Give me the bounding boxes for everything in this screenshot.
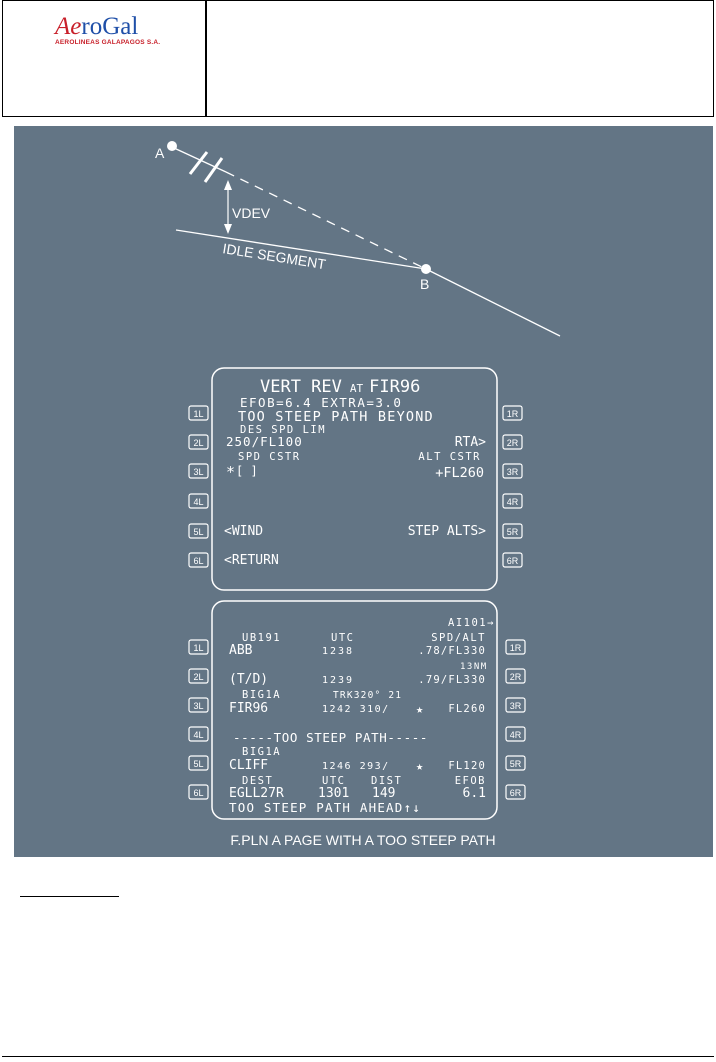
dest-utc-header: UTC bbox=[322, 775, 346, 787]
airway-ub191: UB191 bbox=[242, 632, 282, 644]
cliff-alt: FL120 bbox=[448, 760, 486, 772]
dest-airport[interactable]: EGLL27R bbox=[229, 786, 284, 801]
airway-big1a: BIG1A bbox=[242, 689, 282, 701]
waypoint-td[interactable]: (T/D) bbox=[229, 672, 269, 687]
svg-text:3R: 3R bbox=[509, 701, 522, 711]
svg-text:6L: 6L bbox=[193, 556, 204, 566]
dest-time: 1301 bbox=[318, 786, 350, 801]
document-header bbox=[2, 0, 714, 117]
mcdu-vert-rev bbox=[212, 368, 497, 590]
lsk-2l[interactable] bbox=[189, 435, 208, 449]
vdev-arrow-up bbox=[224, 180, 232, 190]
svg-text:3R: 3R bbox=[506, 467, 519, 477]
svg-text:4L: 4L bbox=[193, 730, 204, 740]
td-time: 1239 bbox=[322, 675, 355, 686]
utc-header: UTC bbox=[331, 632, 355, 644]
spd-cstr-star: * bbox=[226, 463, 236, 481]
lsk-1r[interactable] bbox=[503, 406, 522, 420]
too-steep-beyond-line: TOO STEEP PATH BEYOND bbox=[238, 409, 434, 425]
dist-header: DIST bbox=[371, 775, 403, 787]
path-solid-end bbox=[426, 269, 560, 336]
alt-cstr-value: +FL260 bbox=[435, 465, 484, 481]
abb-spd-alt: .78/FL330 bbox=[418, 645, 486, 657]
svg-text:5L: 5L bbox=[193, 759, 204, 769]
point-b-label: B bbox=[420, 276, 430, 292]
lsk-1l[interactable] bbox=[189, 406, 208, 420]
logo-wordmark: AeroGal bbox=[55, 13, 139, 40]
cliff-time-spd: 1246 293/ bbox=[322, 761, 390, 772]
lsk2-6r[interactable] bbox=[506, 785, 525, 799]
svg-text:5R: 5R bbox=[509, 759, 522, 769]
lsk-2r[interactable] bbox=[503, 435, 522, 449]
point-a-label: A bbox=[155, 145, 165, 161]
lsk-6l[interactable] bbox=[189, 553, 208, 567]
lsk-5r[interactable] bbox=[503, 524, 522, 538]
return-prompt[interactable]: <RETURN bbox=[224, 553, 279, 568]
lsk-group-1 bbox=[189, 406, 522, 567]
fir96-star: ★ bbox=[416, 702, 424, 716]
lsk2-1l[interactable] bbox=[189, 640, 208, 654]
too-steep-path-ahead: TOO STEEP PATH AHEAD↑↓ bbox=[229, 800, 421, 815]
waypoint-fir96[interactable]: FIR96 bbox=[229, 701, 269, 716]
svg-text:6R: 6R bbox=[509, 788, 522, 798]
lsk-6r[interactable] bbox=[503, 553, 522, 567]
spd-lim-value: 250/FL100 bbox=[226, 434, 303, 449]
svg-text:5R: 5R bbox=[506, 527, 519, 537]
figure-svg bbox=[14, 126, 713, 857]
vdev-arrow-down bbox=[224, 224, 232, 234]
svg-text:6L: 6L bbox=[193, 788, 204, 798]
logo-cell bbox=[3, 1, 207, 116]
spd-cstr-field[interactable]: [ ] bbox=[236, 464, 258, 478]
lsk2-5l[interactable] bbox=[189, 756, 208, 770]
efob-header: EFOB bbox=[454, 775, 486, 787]
svg-text:4R: 4R bbox=[506, 497, 519, 507]
svg-text:2L: 2L bbox=[193, 438, 204, 448]
spd-cstr-label: SPD CSTR bbox=[238, 451, 301, 463]
lsk-5l[interactable] bbox=[189, 524, 208, 538]
waypoint-abb[interactable]: ABB bbox=[229, 643, 253, 658]
svg-text:1L: 1L bbox=[193, 643, 204, 653]
svg-text:6R: 6R bbox=[506, 556, 519, 566]
rta-prompt[interactable]: RTA> bbox=[454, 435, 486, 450]
lsk2-3r[interactable] bbox=[506, 698, 525, 712]
vdev-label: VDEV bbox=[232, 205, 271, 221]
airway-big1a-2: BIG1A bbox=[242, 746, 282, 758]
figure-panel bbox=[14, 126, 713, 857]
lsk-3l[interactable] bbox=[189, 464, 208, 478]
svg-text:1R: 1R bbox=[509, 643, 522, 653]
idle-segment-label: IDLE SEGMENT bbox=[221, 240, 328, 273]
underline-rule bbox=[20, 896, 119, 897]
lsk-4l[interactable] bbox=[189, 494, 208, 508]
svg-text:2L: 2L bbox=[193, 672, 204, 682]
des-spd-lim-label: DES SPD LIM bbox=[240, 424, 327, 436]
step-alts-prompt[interactable]: STEP ALTS> bbox=[407, 524, 486, 539]
spd-alt-header: SPD/ALT bbox=[431, 632, 486, 644]
svg-text:4L: 4L bbox=[193, 497, 204, 507]
lsk2-5r[interactable] bbox=[506, 756, 525, 770]
svg-text:4R: 4R bbox=[509, 730, 522, 740]
trk-info: TRK320° 21 bbox=[333, 690, 403, 701]
fir96-alt: FL260 bbox=[448, 703, 486, 715]
abb-time: 1238 bbox=[322, 646, 355, 657]
cliff-star: ★ bbox=[416, 759, 424, 773]
figure-caption: F.PLN A PAGE WITH A TOO STEEP PATH bbox=[230, 832, 496, 848]
footer-rule bbox=[2, 1056, 714, 1057]
point-a-marker bbox=[167, 141, 177, 151]
lsk2-2l[interactable] bbox=[189, 669, 208, 683]
svg-text:3L: 3L bbox=[193, 701, 204, 711]
lsk2-6l[interactable] bbox=[189, 785, 208, 799]
lsk2-2r[interactable] bbox=[506, 669, 525, 683]
point-b-marker bbox=[421, 264, 431, 274]
flight-number: AI101→ bbox=[448, 617, 495, 629]
aerogal-logo bbox=[55, 13, 160, 46]
lsk2-3l[interactable] bbox=[189, 698, 208, 712]
tick-mark-2 bbox=[205, 158, 222, 182]
efob-line: EFOB=6.4 EXTRA=3.0 bbox=[240, 395, 403, 410]
dest-efob: 6.1 bbox=[462, 786, 486, 801]
fir96-time-spd: 1242 310/ bbox=[322, 704, 390, 715]
tick-mark-1 bbox=[190, 152, 207, 174]
svg-text:3L: 3L bbox=[193, 467, 204, 477]
dest-dist: 149 bbox=[372, 786, 396, 801]
svg-text:5L: 5L bbox=[193, 527, 204, 537]
svg-text:2R: 2R bbox=[506, 438, 519, 448]
vert-rev-title: VERT REV AT FIR96 bbox=[260, 377, 421, 397]
path-diagram bbox=[155, 141, 560, 336]
logo-subtitle: AEROLINEAS GALAPAGOS S.A. bbox=[55, 39, 161, 46]
lsk-3r[interactable] bbox=[503, 464, 522, 478]
too-steep-path-marker: -----TOO STEEP PATH----- bbox=[233, 730, 429, 745]
dest-header: DEST bbox=[242, 775, 274, 787]
header-right-cell bbox=[207, 1, 713, 116]
lsk2-1r[interactable] bbox=[506, 640, 525, 654]
lsk2-4l[interactable] bbox=[189, 727, 208, 741]
distance-13nm: 13NM bbox=[460, 662, 488, 672]
mcdu-fpln bbox=[212, 601, 497, 819]
waypoint-cliff[interactable]: CLIFF bbox=[229, 758, 269, 773]
lsk-4r[interactable] bbox=[503, 494, 522, 508]
wind-prompt[interactable]: <WIND bbox=[224, 524, 264, 539]
td-spd-alt: .79/FL330 bbox=[418, 674, 486, 686]
svg-text:2R: 2R bbox=[509, 672, 522, 682]
lsk2-4r[interactable] bbox=[506, 727, 525, 741]
svg-text:1L: 1L bbox=[193, 409, 204, 419]
svg-text:1R: 1R bbox=[506, 409, 519, 419]
alt-cstr-label: ALT CSTR bbox=[418, 451, 481, 463]
